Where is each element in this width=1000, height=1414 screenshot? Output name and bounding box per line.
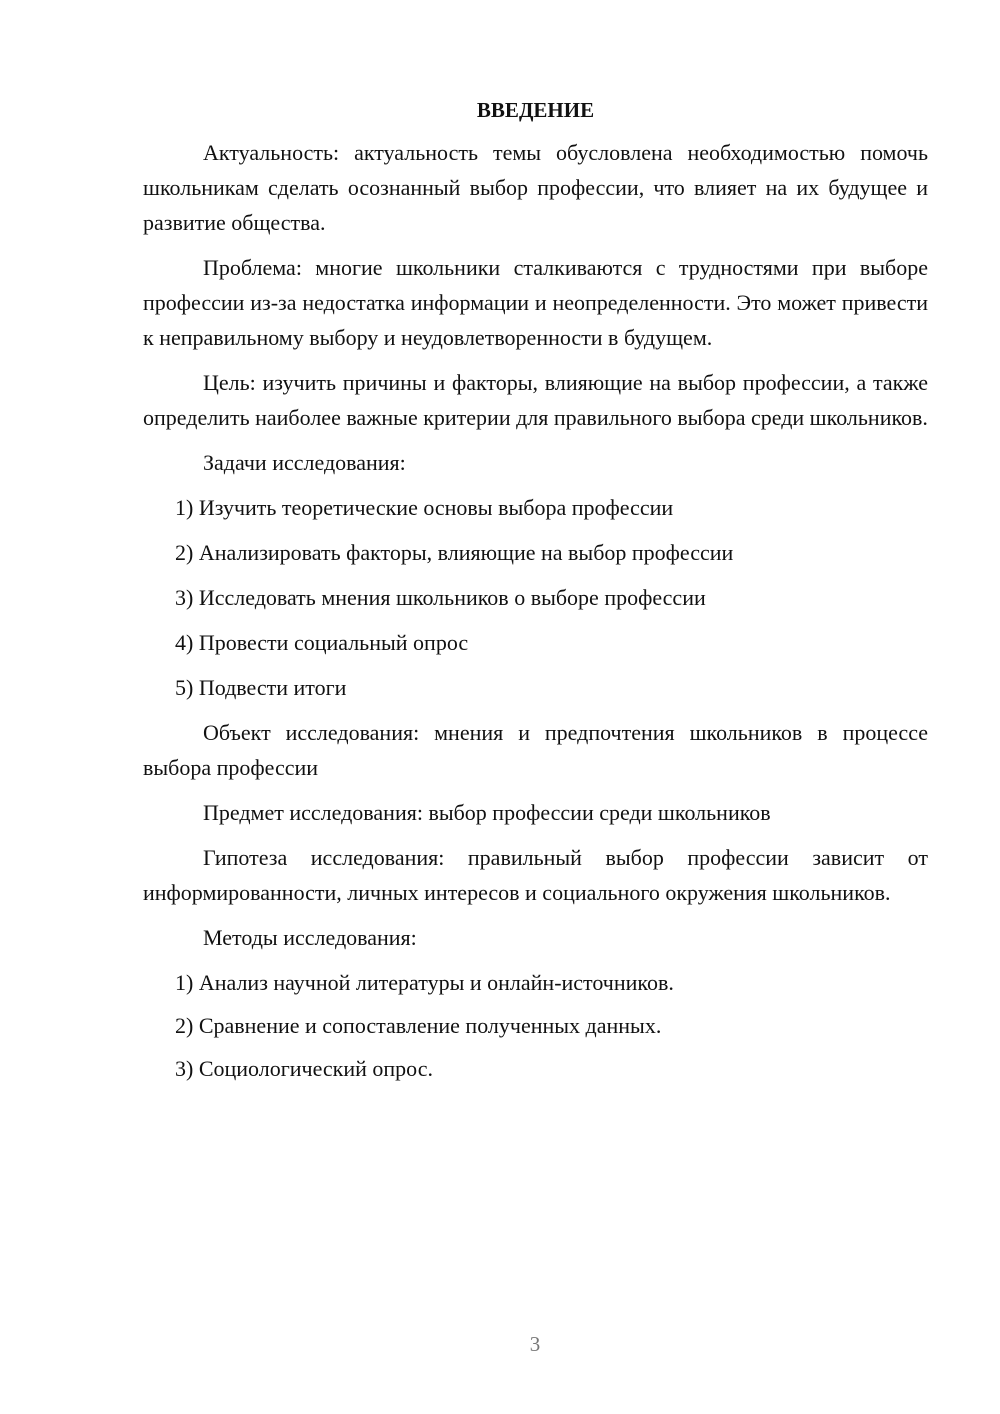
page-title: ВВЕДЕНИЕ xyxy=(476,98,595,122)
tasks-list xyxy=(143,490,928,705)
list-item: 3) Социологический опрос. xyxy=(175,1056,433,1081)
page-content xyxy=(143,95,928,1096)
goal-paragraph: Цель: изучить причины и факторы, влияющие на выбор профессии, а также определить наиболее важные критерии для правильного выбора среди школьников. xyxy=(143,370,928,430)
hypothesis-paragraph: Гипотеза исследования: правильный выбор профессии зависит от информированности, личных интересов и социального окружения школьников. xyxy=(143,845,928,905)
methods-heading: Методы исследования: xyxy=(203,925,417,950)
methods-list xyxy=(143,965,928,1086)
list-item: 4) Провести социальный опрос xyxy=(175,630,469,655)
list-item: 2) Анализировать факторы, влияющие на выбор профессии xyxy=(175,540,734,565)
relevance-paragraph: Актуальность: актуальность темы обусловлена необходимостью помочь школьникам сделать осознанный выбор профессии, что влияет на их будущее и развитие общества. xyxy=(143,140,928,235)
problem-paragraph: Проблема: многие школьники сталкиваются с трудностями при выборе профессии из-за недостатка информации и неопределенности. Это может привести к неправильному выбору и неудовлетворенности в будущем. xyxy=(143,255,928,350)
list-item: 1) Анализ научной литературы и онлайн-источников. xyxy=(175,970,674,995)
list-item: 5) Подвести итоги xyxy=(175,675,347,700)
object-paragraph: Объект исследования: мнения и предпочтения школьников в процессе выбора профессии xyxy=(143,720,928,780)
subject-paragraph: Предмет исследования: выбор профессии среди школьников xyxy=(203,800,771,825)
page-number: 3 xyxy=(529,1332,541,1356)
list-item: 3) Исследовать мнения школьников о выборе профессии xyxy=(175,585,706,610)
list-item: 2) Сравнение и сопоставление полученных данных. xyxy=(175,1013,662,1038)
tasks-heading: Задачи исследования: xyxy=(203,450,406,475)
list-item: 1) Изучить теоретические основы выбора профессии xyxy=(175,495,674,520)
